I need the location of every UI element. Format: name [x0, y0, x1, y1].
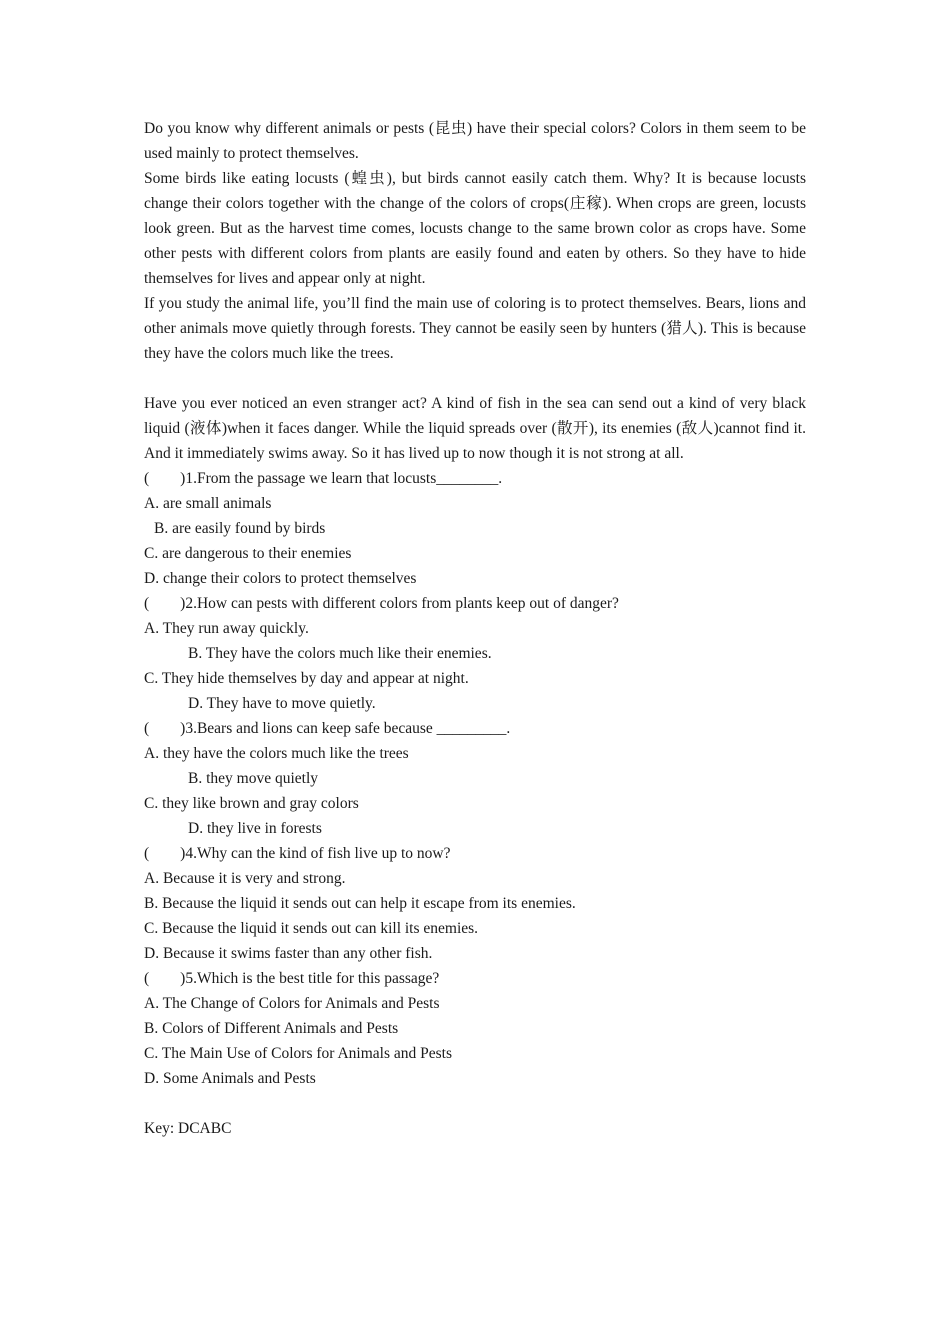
option-a: A. They run away quickly.	[144, 620, 309, 637]
option-a: A. they have the colors much like the trees	[144, 745, 409, 762]
option-a: A. Because it is very and strong.	[144, 870, 346, 887]
paragraph-gap	[144, 366, 806, 391]
passage-paragraph-2: Some birds like eating locusts (蝗虫), but birds cannot easily catch them. Why? It is because locusts change their colors together with the change of the colors of crops(庄稼). When crops are green, locusts look green. But as the harvest time comes, locusts change to the same brown color as crops have. Some other pests with different colors from plants are easily found and eaten by others. So they have to hide themselves for lives and appear only at night.	[144, 170, 806, 287]
question-2	[144, 591, 806, 716]
option-c: C. Because the liquid it sends out can kill its enemies.	[144, 920, 479, 937]
option-d: D. They have to move quietly.	[188, 695, 376, 712]
document-page	[144, 116, 806, 1141]
option-c: C. they like brown and gray colors	[144, 795, 359, 812]
option-d: D. Some Animals and Pests	[144, 1070, 316, 1087]
option-c: C. They hide themselves by day and appear at night.	[144, 670, 469, 687]
question-1	[144, 466, 806, 591]
question-stem: ( )3.Bears and lions can keep safe because _________.	[144, 720, 511, 737]
answer-key: Key: DCABC	[144, 1120, 232, 1137]
question-stem: ( )4.Why can the kind of fish live up to now?	[144, 845, 451, 862]
option-a: A. The Change of Colors for Animals and Pests	[144, 995, 440, 1012]
option-c: C. are dangerous to their enemies	[144, 545, 352, 562]
option-b: B. They have the colors much like their enemies.	[188, 645, 492, 662]
option-c: C. The Main Use of Colors for Animals and Pests	[144, 1045, 452, 1062]
option-b: B. Colors of Different Animals and Pests	[144, 1020, 399, 1037]
question-5	[144, 966, 806, 1091]
key-gap	[144, 1091, 806, 1116]
passage-paragraph-1: Do you know why different animals or pests (昆虫) have their special colors? Colors in them seem to be used mainly to protect themselves.	[144, 120, 806, 162]
question-stem: ( )2.How can pests with different colors from plants keep out of danger?	[144, 595, 619, 612]
option-b: B. are easily found by birds	[154, 520, 326, 537]
option-b: B. Because the liquid it sends out can help it escape from its enemies.	[144, 895, 576, 912]
question-3	[144, 716, 806, 841]
option-a: A. are small animals	[144, 495, 272, 512]
option-d: D. change their colors to protect themselves	[144, 570, 417, 587]
question-stem: ( )1.From the passage we learn that locusts________.	[144, 470, 503, 487]
option-d: D. Because it swims faster than any other fish.	[144, 945, 433, 962]
question-stem: ( )5.Which is the best title for this passage?	[144, 970, 440, 987]
option-b: B. they move quietly	[188, 770, 319, 787]
passage-paragraph-3: If you study the animal life, you’ll find the main use of coloring is to protect themselves. Bears, lions and other animals move quietly through forests. They cannot be easily seen by hunters (猎人). This is because they have the colors much like the trees.	[144, 295, 806, 362]
passage-paragraph-4: Have you ever noticed an even stranger act? A kind of fish in the sea can send out a kind of very black liquid (液体)when it faces danger. While the liquid spreads over (散开), its enemies (敌人)cannot find it. And it immediately swims away. So it has lived up to now though it is not strong at all.	[144, 395, 806, 462]
question-4	[144, 841, 806, 966]
option-d: D. they live in forests	[188, 820, 322, 837]
